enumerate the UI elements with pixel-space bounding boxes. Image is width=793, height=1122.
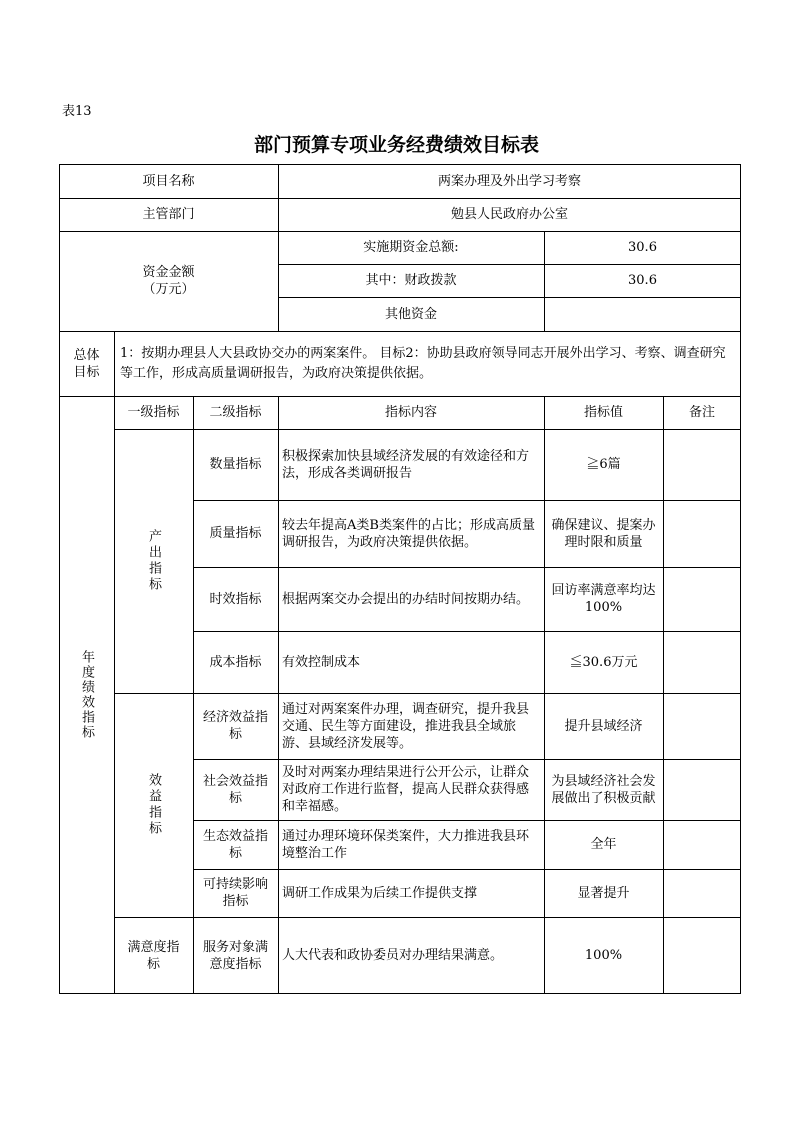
page-title: 部门预算专项业务经费绩效目标表: [253, 134, 539, 156]
benefit-indicators-label: 效益指标: [146, 773, 161, 837]
total-funds-label: 实施期资金总额:: [363, 240, 459, 255]
value-timeliness: 回访率满意率均达100%: [551, 583, 656, 615]
content-service-satisfaction: 人大代表和政协委员对办理结果满意。: [282, 948, 504, 963]
value-economic: 提升县域经济: [564, 718, 643, 734]
content-ecological: 通过办理环境环保类案件，大力推进我县环境整治工作: [282, 828, 530, 861]
content-sustainability: 调研工作成果为后续工作提供支撑: [282, 885, 478, 901]
value-sustainability: 显著提升: [577, 885, 630, 901]
funds-label: [59, 231, 278, 331]
remark-cost: [663, 631, 741, 693]
department-value: 勉县人民政府办公室: [450, 207, 568, 222]
remark-quality: [663, 500, 741, 567]
value-ecological: 全年: [590, 837, 617, 852]
level2-header: 二级指标: [209, 405, 262, 420]
remark-service-satisfaction: [663, 917, 741, 994]
level2-ecological: 生态效益指标: [202, 828, 268, 861]
level2-cost: 成本指标: [209, 654, 262, 670]
remark-sustainability: [663, 869, 741, 917]
content-economic: 通过对两案案件办理，调查研究，提升我县交通、民生等方面建设，推进我县全域旅游、县域经济发展等。: [282, 701, 530, 751]
value-social: 为县域经济社会发展做出了积极贡献: [551, 773, 656, 806]
total-funds-value: 30.6: [628, 240, 657, 255]
level2-service-satisfaction: 服务对象满意度指标: [202, 939, 268, 972]
other-funds-label: 其他资金: [384, 306, 437, 322]
level2-timeliness: 时效指标: [209, 591, 262, 607]
content-timeliness: 根据两案交办会提出的办结时间按期办结。: [282, 591, 530, 607]
level2-quantity: 数量指标: [209, 457, 262, 472]
overall-goal-label: [59, 331, 114, 396]
remark-header: 备注: [688, 405, 715, 420]
funds-label-line2: （万元）: [142, 282, 195, 297]
overall-goal-label-line1: 总体: [73, 347, 100, 363]
remark-timeliness: [663, 567, 741, 631]
value-header: 指标值: [583, 405, 623, 420]
overall-goal-label-line2: 目标: [73, 364, 100, 380]
level2-quality: 质量指标: [209, 526, 262, 541]
project-name-label: 项目名称: [142, 173, 195, 189]
level2-sustainability: 可持续影响指标: [202, 877, 268, 909]
fiscal-funds-label: 其中：财政拨款: [365, 273, 457, 288]
content-quantity: 积极探索加快县域经济发展的有效途径和方法，形成各类调研报告: [282, 448, 530, 481]
level2-social: 社会效益指标: [202, 773, 268, 806]
content-social: 及时对两案办理结果进行公开公示，让群众对政府工作进行监督，提高人民群众获得感和幸福感。: [282, 765, 530, 814]
remark-economic: [663, 693, 741, 759]
remark-ecological: [663, 820, 741, 869]
annual-indicators-text: 年度绩效指标: [79, 650, 94, 740]
table-number: 表13: [62, 104, 92, 119]
content-quality: 较去年提高A类B类案件的占比；形成高质量调研报告，为政府决策提供依据。: [282, 517, 535, 550]
department-label: 主管部门: [142, 207, 195, 222]
content-cost: 有效控制成本: [282, 654, 361, 670]
value-cost: ≦30.6万元: [569, 654, 638, 670]
other-funds-value: [544, 297, 741, 331]
remark-quantity: [663, 429, 741, 500]
funds-label-line1: 资金金额: [142, 265, 195, 280]
value-quality: 确保建议、提案办理时限和质量: [551, 517, 656, 550]
fiscal-funds-value: 30.6: [628, 273, 657, 288]
remark-social: [663, 759, 741, 820]
level1-header: 一级指标: [127, 405, 180, 420]
level2-economic: 经济效益指标: [202, 710, 268, 742]
project-name-value: 两案办理及外出学习考察: [437, 173, 581, 189]
output-indicators-label: 产出指标: [146, 529, 161, 593]
satisfaction-indicators-label: 满意度指标: [127, 939, 180, 972]
value-service-satisfaction: 100%: [584, 948, 623, 963]
overall-goal-text: 1：按期办理县人大县政协交办的两案案件。 目标2：协助县政府领导同志开展外出学习、考察、调查研究等工作，形成高质量调研报告，为政府决策提供依据。: [120, 345, 726, 381]
content-header: 指标内容: [384, 405, 437, 420]
value-quantity: ≧6篇: [586, 457, 621, 472]
annual-indicators-label: [59, 396, 114, 994]
